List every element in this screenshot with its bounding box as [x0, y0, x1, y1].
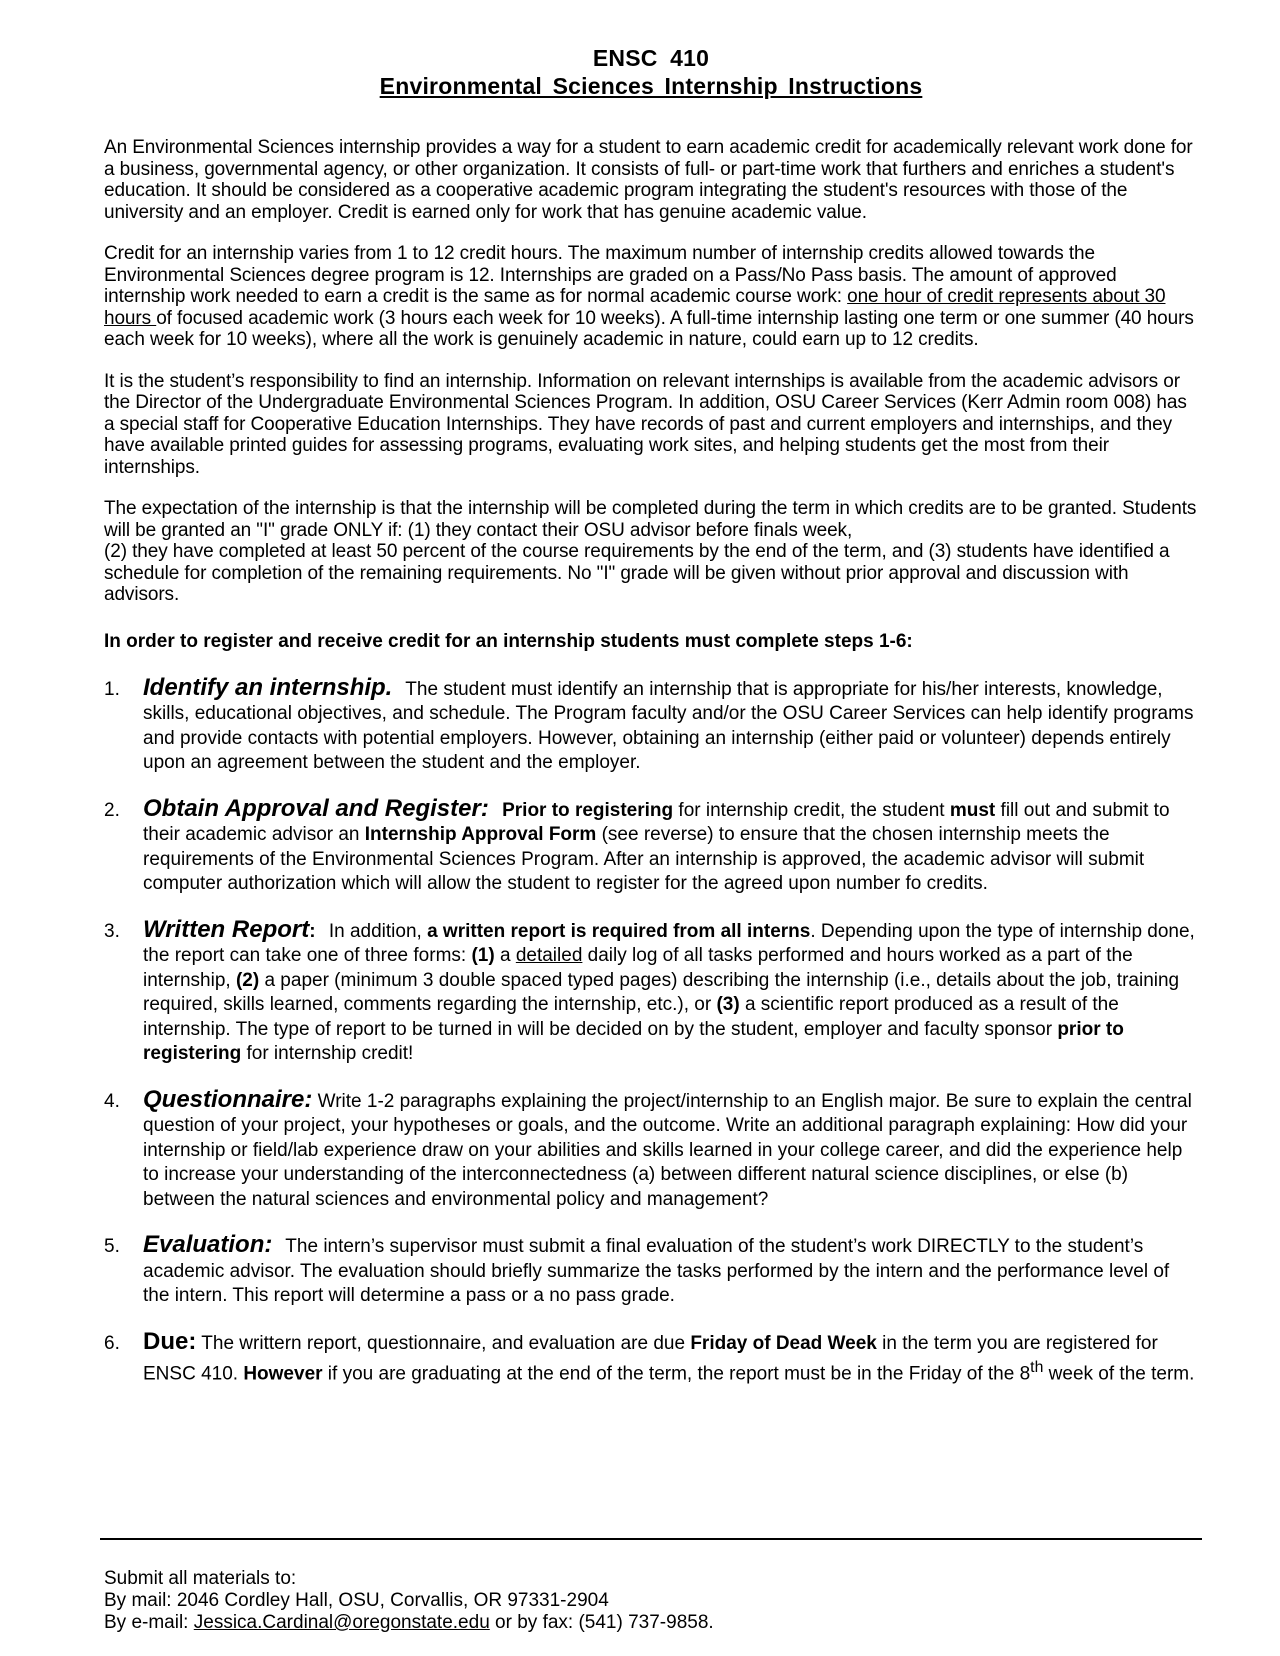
step-text-bold: Friday of Dead Week [690, 1332, 877, 1354]
step-text-bold: (1) [471, 945, 495, 966]
paragraph-credit-text-a: Credit for an internship varies from 1 to 12 credit hours. The maximum number of internship credits allowed towards the Environmental Sciences degree program is 12. Internships are graded on a Pass/No Pass basis. The amount of approved internship work needed to earn a credit is the same as for normal academic course work: [104, 243, 1117, 307]
steps-heading: In order to register and receive credit for an internship students must complete steps 1-6: [104, 630, 913, 652]
submit-heading: Submit all materials to: [104, 1568, 297, 1589]
step-text-bold: Prior to registering [502, 799, 674, 821]
step-text: a paper (minimum 3 double spaced typed pages) describing the internship (i.e., details about the job, training required, skills learned, comments regarding the internship, etc.), or [143, 969, 1180, 1015]
email-fax-line [104, 1612, 714, 1634]
step-number: 5. [104, 1236, 120, 1257]
step-text: for internship credit! [241, 1043, 414, 1064]
step-text: The writtern report, questionnaire, and evaluation are due [196, 1332, 691, 1354]
step-text: for internship credit, the student [673, 799, 950, 821]
step-title: Obtain Approval and Register: [143, 794, 489, 822]
course-code: ENSC 410 [592, 45, 710, 71]
step-text: week of the term. [1043, 1363, 1195, 1385]
ordinal-suffix: th [1030, 1359, 1044, 1376]
step-text: . Depending upon the type of internship done, the report can take one of three forms: [143, 920, 1195, 966]
mail-address: By mail: 2046 Cordley Hall, OSU, Corvallis, OR 97331-2904 [104, 1590, 609, 1611]
step-title-colon: : [309, 920, 316, 942]
step-number: 6. [104, 1332, 120, 1354]
step-text: In addition, [328, 920, 428, 942]
step-text: Write 1-2 paragraphs explaining the project/internship to an English major. Be sure to explain the central question of your project, your hypotheses or goals, and the outcome. Write an additional paragraph explaining: How did your internship or field/lab experience draw on your abilities and skills learned in your college career, and did the experience help to increase your understanding of the interconnectedness (a) between different natural science disciplines, or else (b) between the natural sciences and environmental policy and management? [143, 1090, 1192, 1210]
email-link[interactable]: Jessica.Cardinal@oregonstate.edu [193, 1612, 490, 1633]
paragraph-credit [104, 243, 1198, 351]
step-title: Due: [143, 1327, 197, 1355]
step-3 [104, 915, 1198, 1067]
step-text-bold: Internship Approval Form [364, 824, 597, 845]
step-text: in the term you are registered for ENSC 410. [143, 1332, 1158, 1385]
steps-list [104, 673, 1198, 1387]
step-6 [104, 1327, 1198, 1387]
submission-footer [104, 1568, 714, 1634]
step-text: (see reverse) to ensure that the chosen internship meets the requirements of the Environmental Sciences Program. After an internship is approved, the academic advisor will submit computer authorization which will allow the student to register for the agreed upon number fo credits. [143, 824, 1145, 894]
fax-number: or by fax: (541) 737-9858. [489, 1612, 714, 1633]
step-text-bold: prior to registering [143, 1018, 1124, 1064]
step-text-bold: must [949, 799, 996, 821]
step-text: if you are graduating at the end of the term, the report must be in the Friday of the 8 [322, 1363, 1031, 1385]
step-text: fill out and submit to their academic advisor an [143, 799, 1170, 845]
step-number: 3. [104, 920, 120, 942]
paragraph-credit-underlined: one hour of credit represents about 30 hours [104, 286, 1166, 329]
paragraph-expectation [104, 498, 1198, 606]
title-block [104, 44, 1198, 100]
email-prefix: By e-mail: [104, 1612, 194, 1633]
step-text-bold: a written report is required from all interns [427, 920, 811, 942]
step-text: daily log of all tasks performed and hours worked as a part of the internship, [143, 945, 1133, 991]
step-text-bold: (2) [235, 969, 260, 991]
paragraph-expectation-text-b: (2) they have completed at least 50 percent of the course requirements by the end of the term, and (3) students have identified a schedule for completion of the remaining requirements. No "I" grade will be given without prior approval and discussion with advisors. [104, 541, 1170, 605]
step-text-underlined: detailed [515, 945, 583, 966]
step-5 [104, 1233, 1198, 1309]
paragraph-responsibility: It is the student’s responsibility to find an internship. Information on relevant internships is available from the academic advisors or the Director of the Undergraduate Environmental Sciences Program. In addition, OSU Career Services (Kerr Admin room 008) has a special staff for Cooperative Education Internships. They have records of past and current employers and internships, and they have available printed guides for assessing programs, evaluating work sites, and helping students get the most from their internships. [104, 370, 1187, 478]
step-title: Written Report [143, 915, 310, 943]
footer-divider [100, 1538, 1202, 1540]
step-text-bold: However [243, 1363, 323, 1385]
step-text: a [494, 945, 516, 966]
step-number: 2. [104, 799, 120, 821]
step-2 [104, 794, 1198, 897]
step-text: The intern’s supervisor must submit a final evaluation of the student’s work DIRECTLY to the student’s academic advisor. The evaluation should briefly summarize the tasks performed by the intern and the performance level of the intern. This report will determine a pass or a no pass grade. [143, 1236, 1170, 1306]
step-text: a scientific report produced as a result of the internship. The type of report to be turned in will be decided on by the student, employer and faculty sponsor [143, 994, 1119, 1040]
paragraph-intro: An Environmental Sciences internship provides a way for a student to earn academic credit for academically relevant work done for a business, governmental agency, or other organization. It consists of full- or part-time work that furthers and enriches a student's education. It should be considered as a cooperative academic program integrating the student's resources with those of the university and an employer. Credit is earned only for work that has genuine academic value. [104, 137, 1193, 223]
step-title: Questionnaire: [143, 1085, 313, 1113]
step-title: Evaluation: [143, 1231, 273, 1258]
document-title: Environmental Sciences Internship Instructions [379, 73, 923, 99]
paragraph-credit-text-b: of focused academic work (3 hours each week for 10 weeks). A full-time internship lasting one term or one summer (40 hours each week for 10 weeks), where all the work is genuinely academic in nature, could earn up to 12 credits. [104, 307, 1194, 350]
step-number: 1. [104, 678, 120, 700]
paragraph-expectation-text-a: The expectation of the internship is that the internship will be completed during the term in which credits are to be granted. Students will be granted an "I" grade ONLY if: (1) they contact their OSU advisor before finals week, [104, 498, 1197, 541]
step-number: 4. [104, 1090, 120, 1112]
step-4 [104, 1085, 1198, 1213]
step-title: Identify an internship. [143, 673, 393, 701]
step-1 [104, 673, 1198, 776]
step-text: The student must identify an internship that is appropriate for his/her interests, knowledge, skills, educational objectives, and schedule. The Program faculty and/or the OSU Career Services can help identify programs and provide contacts with potential employers. However, obtaining an internship (either paid or volunteer) depends entirely upon an agreement between the student and the employer. [143, 678, 1194, 773]
step-text-bold: (3) [716, 994, 740, 1015]
document-page [104, 44, 1198, 1387]
